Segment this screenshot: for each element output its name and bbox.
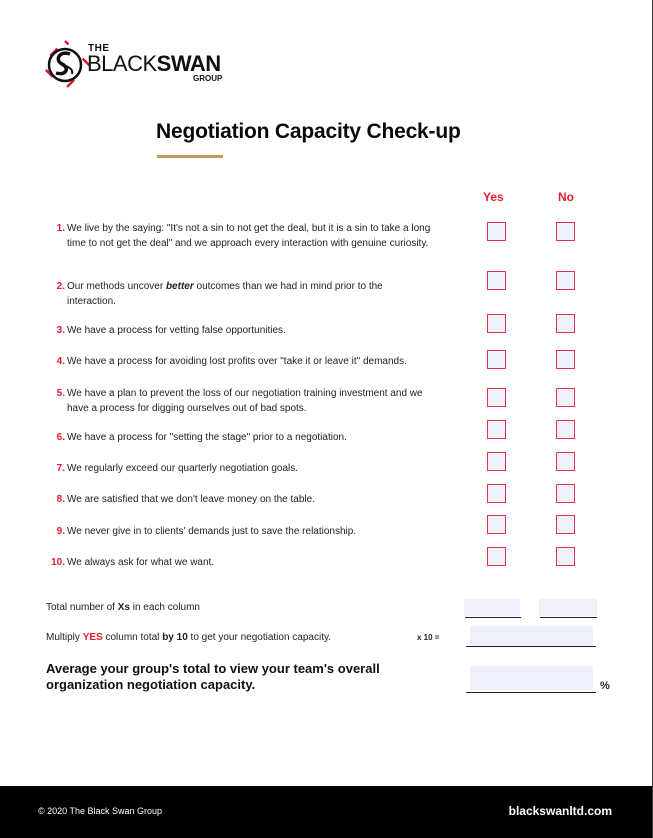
checkbox-yes-q1[interactable] [487, 222, 506, 241]
yes-total-field[interactable] [464, 599, 520, 616]
question-number: 5. [56, 388, 65, 399]
totals-label-bold: Xs [117, 602, 130, 613]
totals-label-part: in each column [129, 602, 200, 613]
website-link[interactable]: blackswanltd.com [508, 804, 612, 818]
question-text-part: Our methods uncover [67, 281, 166, 292]
question-item [47, 555, 447, 570]
logo-swan: SWAN [156, 51, 221, 76]
question-number: 10. [51, 557, 65, 568]
question-number: 3. [56, 325, 65, 336]
checkbox-no-q9[interactable] [556, 515, 575, 534]
question-number: 7. [56, 463, 65, 474]
question-item [47, 323, 447, 338]
question-item [47, 492, 447, 507]
logo-group: GROUP [193, 74, 223, 83]
question-text: We live by the saying: "It's not a sin to not get the deal, but it is a sin to take a long time to not get the deal" and we approach every interaction with genuine curiosity. [67, 223, 431, 249]
yes-total-underline [465, 617, 521, 618]
question-text: We regularly exceed our quarterly negotiation goals. [67, 463, 299, 474]
checkbox-yes-q2[interactable] [487, 271, 506, 290]
multiply-by-10: by 10 [162, 632, 188, 643]
capacity-field[interactable] [470, 626, 593, 646]
checkbox-yes-q7[interactable] [487, 452, 506, 471]
multiply-text-part: to get your negotiation capacity. [187, 632, 332, 643]
question-number: 6. [56, 432, 65, 443]
question-text: We are satisfied that we don't leave money on the table. [67, 494, 315, 505]
multiply-text-part: Multiply [46, 632, 83, 643]
average-capacity-field[interactable] [470, 666, 593, 690]
question-text [67, 279, 407, 309]
checkbox-no-q5[interactable] [556, 388, 575, 407]
question-item [47, 386, 447, 416]
question-text: We never give in to clients' demands just to save the relationship. [67, 526, 357, 537]
question-number: 1. [56, 223, 65, 234]
checkbox-yes-q5[interactable] [487, 388, 506, 407]
page-title: Negotiation Capacity Check-up [156, 120, 461, 143]
black-swan-logo [40, 40, 240, 90]
percent-sign: % [600, 680, 610, 692]
multiply-instruction [46, 632, 331, 643]
totals-label-part: Total number of [46, 602, 118, 613]
question-number: 9. [56, 526, 65, 537]
question-item [47, 354, 457, 369]
question-text: We have a process for "setting the stage" prior to a negotiation. [67, 432, 347, 443]
title-underline [157, 155, 223, 158]
checkbox-yes-q3[interactable] [487, 314, 506, 333]
checkbox-no-q3[interactable] [556, 314, 575, 333]
logo-black: BLACK [87, 51, 157, 76]
checkbox-yes-q6[interactable] [487, 420, 506, 439]
checkbox-no-q1[interactable] [556, 222, 575, 241]
average-underline [466, 692, 596, 693]
checkbox-yes-q10[interactable] [487, 547, 506, 566]
question-number: 8. [56, 494, 65, 505]
checkbox-no-q4[interactable] [556, 350, 575, 369]
x10-multiplier: x 10 = [417, 633, 440, 642]
checkbox-no-q2[interactable] [556, 271, 575, 290]
question-text: We have a process for avoiding lost profits over "take it or leave it" demands. [67, 356, 407, 367]
average-instruction: Average your group's total to view your team's overall organization negotiation capacity. [46, 661, 380, 692]
no-total-field[interactable] [539, 599, 597, 616]
swan-emblem-icon [40, 40, 90, 90]
question-text: We have a plan to prevent the loss of our negotiation training investment and we have a process for digging ourselves out of bad spots. [67, 388, 423, 414]
checkbox-yes-q9[interactable] [487, 515, 506, 534]
checkbox-no-q6[interactable] [556, 420, 575, 439]
question-item [47, 279, 407, 309]
question-number: 2. [56, 281, 65, 292]
checkbox-yes-q4[interactable] [487, 350, 506, 369]
question-text: We have a process for vetting false opportunities. [67, 325, 286, 336]
copyright: © 2020 The Black Swan Group [38, 806, 163, 816]
question-item [47, 524, 447, 539]
capacity-underline [466, 646, 596, 647]
checkbox-no-q7[interactable] [556, 452, 575, 471]
footer-bar [0, 786, 652, 838]
multiply-yes: YES [82, 632, 103, 643]
column-header-yes: Yes [483, 190, 504, 204]
totals-label [46, 602, 200, 613]
question-item [47, 221, 447, 251]
question-text-part: outcomes than we had in mind prior to the interaction. [67, 281, 383, 307]
question-emphasis: better [165, 281, 194, 292]
column-header-no: No [558, 190, 574, 204]
question-item [47, 461, 447, 476]
checkbox-yes-q8[interactable] [487, 484, 506, 503]
multiply-text-part: column total [102, 632, 163, 643]
no-total-underline [540, 617, 597, 618]
checkbox-no-q10[interactable] [556, 547, 575, 566]
question-text: We always ask for what we want. [67, 557, 215, 568]
question-number: 4. [56, 356, 65, 367]
question-item [47, 430, 447, 445]
logo-the: THE [88, 43, 110, 54]
checkbox-no-q8[interactable] [556, 484, 575, 503]
